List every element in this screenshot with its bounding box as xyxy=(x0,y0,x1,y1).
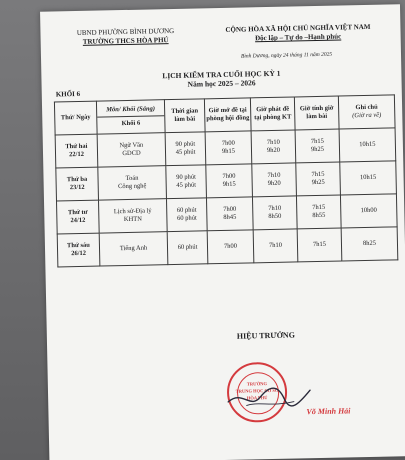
row-start: 7h15 xyxy=(311,170,325,179)
row-date: 22/12 xyxy=(69,150,85,159)
row-note: 10h00 xyxy=(360,206,377,215)
issuer-header xyxy=(60,27,190,48)
row-duration: 45 phút xyxy=(175,148,196,156)
row-open-cell xyxy=(206,164,253,198)
row-open-cell xyxy=(207,230,254,264)
row-day: Thứ ba xyxy=(66,175,88,184)
row-open-cell xyxy=(206,197,253,231)
row-duration: 60 phút xyxy=(176,206,197,214)
row-start-cell xyxy=(297,228,342,262)
header-distribute-time: Giờ phát đề tại phòng KT xyxy=(250,97,295,131)
row-note-cell xyxy=(339,128,396,162)
table-row xyxy=(57,227,398,267)
row-open: 9h15 xyxy=(221,147,236,155)
header-subject-bottom: Khối 6 xyxy=(121,119,141,127)
row-note: 10h15 xyxy=(359,173,377,182)
seal-text-3: HÒA PHÚ xyxy=(246,395,268,401)
header-open-time: Giờ mở đề tại phòng hội đồng xyxy=(204,98,251,132)
signer-name: Võ Minh Hải xyxy=(306,406,351,417)
row-start-cell xyxy=(295,129,340,163)
row-start: 7h15 xyxy=(312,240,327,249)
row-distribute: 7h10 xyxy=(268,241,283,250)
row-subject: Lịch sử-Địa lý xyxy=(113,207,152,216)
row-open: 7h00 xyxy=(222,172,236,180)
row-subject-cell xyxy=(97,133,166,167)
title-school-year: Năm học 2025 – 2026 xyxy=(187,78,256,89)
row-day: Thứ hai xyxy=(65,142,88,151)
row-subject: GDCD xyxy=(122,149,141,158)
row-open-cell xyxy=(205,131,252,165)
row-distribute-cell xyxy=(253,229,298,263)
row-distribute: 7h10 xyxy=(266,138,280,147)
row-duration-cell xyxy=(167,231,208,265)
principal-title: HIỆU TRƯỞNG xyxy=(236,330,295,341)
row-distribute: 9h20 xyxy=(267,179,281,188)
header-note xyxy=(338,95,395,129)
row-day-cell xyxy=(57,233,100,267)
document-title xyxy=(41,66,401,92)
title-main: LỊCH KIỂM TRA CUỐI HỌC KỲ 1 xyxy=(162,68,281,81)
row-note: 10h15 xyxy=(359,140,376,149)
issuer-district: UBND PHƯỜNG BÌNH DƯƠNG xyxy=(76,26,175,38)
row-distribute: 8h50 xyxy=(268,212,282,221)
row-day-cell xyxy=(57,200,100,234)
issuer-school: TRƯỜNG THCS HÒA PHÚ xyxy=(82,36,169,46)
row-duration: 60 phút xyxy=(176,214,197,222)
row-duration: 45 phút xyxy=(176,181,197,189)
row-subject: Toán xyxy=(125,174,139,183)
row-start: 9h25 xyxy=(311,178,325,187)
row-day-cell xyxy=(55,134,98,168)
row-subject: Tiếng Anh xyxy=(119,244,148,253)
row-distribute: 9h20 xyxy=(266,146,281,155)
row-subject-cell xyxy=(99,232,168,266)
row-subject-cell xyxy=(98,199,167,233)
row-note: 8h25 xyxy=(362,239,377,248)
row-duration-cell xyxy=(166,198,207,232)
row-open: 9h15 xyxy=(222,180,236,188)
header-start-time: Giờ tính giờ làm bài xyxy=(294,96,339,130)
national-name: CỘNG HÒA XÃ HỘI CHỦ NGHĨA VIỆT NAM xyxy=(225,22,371,34)
row-open: 7h00 xyxy=(223,242,238,250)
row-date: 24/12 xyxy=(70,216,86,225)
row-start: 7h15 xyxy=(310,137,324,146)
row-duration: 90 phút xyxy=(175,140,196,148)
row-subject: KHTN xyxy=(123,215,143,224)
row-subject: Ngữ Văn xyxy=(119,141,144,150)
header-duration: Thời gian làm bài xyxy=(164,99,205,133)
row-start: 8h55 xyxy=(312,211,326,220)
grade-label: KHỐI 6 xyxy=(55,89,81,99)
place-date: Bình Dương, ngày 24 tháng 11 năm 2025 xyxy=(240,51,333,60)
row-duration: 60 phút xyxy=(177,243,198,251)
header-subject xyxy=(96,100,165,134)
seal-text-2: TRUNG HỌC CƠ SỞ xyxy=(235,387,279,394)
row-distribute-cell xyxy=(251,130,296,164)
header-note-sub: (Giờ ra về) xyxy=(352,111,382,120)
row-note-cell xyxy=(340,161,397,195)
row-open: 8h45 xyxy=(223,213,237,221)
row-date: 23/12 xyxy=(69,183,85,192)
row-start-cell xyxy=(296,195,341,229)
row-subject-cell xyxy=(98,166,167,200)
row-start-cell xyxy=(296,162,341,196)
row-day: Thứ sáu xyxy=(66,241,90,250)
row-start: 7h15 xyxy=(312,203,326,212)
row-distribute: 7h10 xyxy=(267,171,281,180)
header-note-label: Ghi chú xyxy=(355,103,378,112)
row-subject: Công nghệ xyxy=(117,182,147,191)
row-note-cell xyxy=(340,194,397,228)
row-day-cell xyxy=(56,167,99,201)
seal-text-1: TRƯỜNG xyxy=(246,381,267,387)
row-day: Thứ tư xyxy=(67,208,88,217)
row-date: 26/12 xyxy=(71,249,87,258)
document-paper xyxy=(40,4,405,460)
row-open: 7h00 xyxy=(223,205,237,213)
row-distribute-cell xyxy=(252,196,297,230)
principal-signature xyxy=(224,374,315,416)
row-duration-cell xyxy=(166,165,207,199)
exam-schedule-table xyxy=(54,94,398,267)
row-start: 9h25 xyxy=(310,145,325,154)
row-distribute: 7h10 xyxy=(268,204,282,213)
header-subject-top: Môn/ Khối (Sáng) xyxy=(97,103,164,117)
row-note-cell xyxy=(341,227,398,261)
national-slogan: Độc lập – Tự do –Hạnh phúc xyxy=(254,32,342,43)
row-open: 7h00 xyxy=(221,139,235,147)
row-duration-cell xyxy=(165,132,206,166)
header-day: Thứ/ Ngày xyxy=(54,101,97,135)
row-duration: 90 phút xyxy=(176,173,196,181)
row-distribute-cell xyxy=(252,163,297,197)
national-motto xyxy=(200,22,395,44)
